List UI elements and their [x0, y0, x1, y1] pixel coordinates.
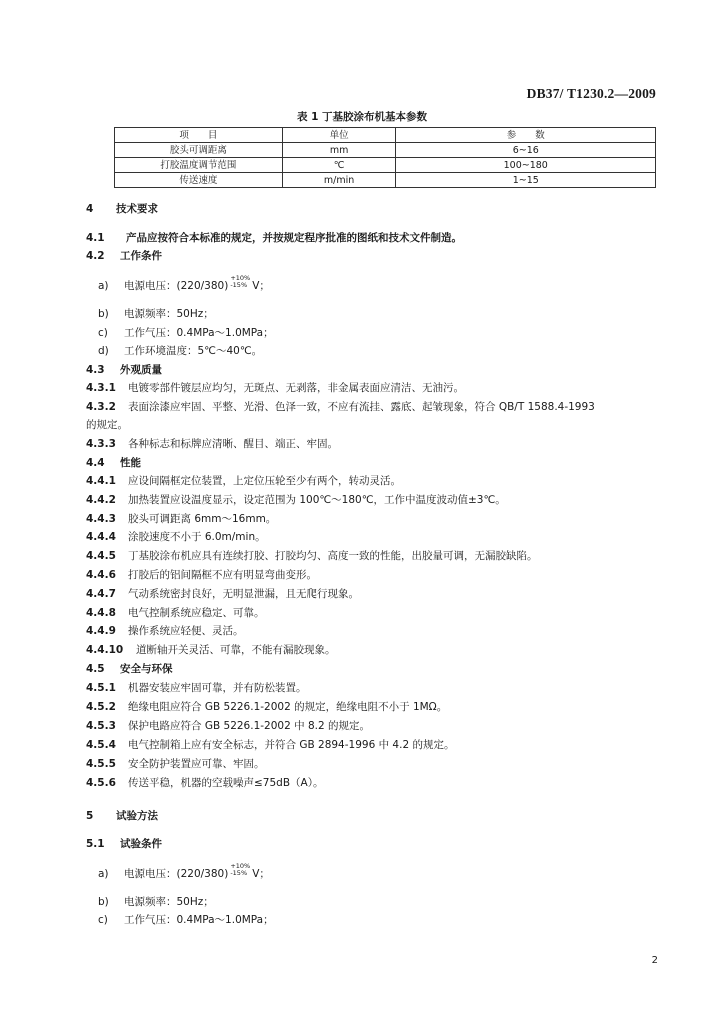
table-cell: ℃ [282, 158, 396, 173]
tolerance: +10% -15% [230, 862, 251, 877]
subsection-heading: 4.4 性能 [86, 457, 141, 469]
clause: 4.3.2 表面涂漆应牢固、平整、光滑、色泽一致，不应有流挂、露底、起皱现象，符合 QB/T 1588.4-1993 [86, 401, 595, 413]
list-item: a) 电源电压：(220/380) +10% -15% V； [98, 274, 270, 292]
page-number: 2 [651, 955, 658, 966]
clause: 4.4.2 加热装置应设温度显示，设定范围为 100℃～180℃，工作中温度波动值±3℃。 [86, 494, 506, 506]
clause-continuation: 的规定。 [86, 419, 128, 431]
parameter-table [114, 127, 656, 188]
table-cell: 传送速度 [115, 173, 283, 188]
clause: 4.5.2 绝缘电阻应符合 GB 5226.1-2002 的规定，绝缘电阻不小于 1MΩ。 [86, 701, 448, 713]
clause: 4.5.6 传送平稳，机器的空载噪声≤75dB（A）。 [86, 777, 324, 789]
clause: 4.5.1 机器安装应牢固可靠，并有防松装置。 [86, 682, 307, 694]
clause: 4.4.6 打胶后的铝间隔框不应有明显弯曲变形。 [86, 569, 317, 581]
column-header: 项 目 [115, 128, 283, 143]
list-item: c) 工作气压：0.4MPa～1.0MPa； [98, 914, 274, 926]
column-header: 参 数 [396, 128, 656, 143]
clause: 4.3.1 电镀零部件镀层应均匀，无斑点、无剥落，非金属表面应清洁、无油污。 [86, 382, 464, 394]
clause: 4.4.5 丁基胶涂布机应具有连续打胶、打胶均匀、高度一致的性能，出胶量可调，无漏胶缺陷。 [86, 550, 538, 562]
section-heading: 5 试验方法 [86, 810, 158, 822]
list-item: a) 电源电压：(220/380) +10% -15% V； [98, 862, 270, 880]
clause: 4.4.1 应设间隔框定位装置，上定位压轮至少有两个，转动灵活。 [86, 475, 401, 487]
subsection-heading: 4.2 工作条件 [86, 250, 162, 262]
list-item: d) 工作环境温度：5℃～40℃。 [98, 345, 263, 357]
subsection-heading: 4.3 外观质量 [86, 364, 162, 376]
table-row [115, 173, 656, 188]
column-header: 单位 [282, 128, 396, 143]
clause: 4.5.4 电气控制箱上应有安全标志，并符合 GB 2894-1996 中 4.2 的规定。 [86, 739, 455, 751]
table-cell: mm [282, 143, 396, 158]
section-heading: 4 技术要求 [86, 203, 158, 215]
clause: 4.4.3 胶头可调距离 6mm～16mm。 [86, 513, 277, 525]
table-cell: 打胶温度调节范围 [115, 158, 283, 173]
clause: 4.4.10 道断轴开关灵活、可靠，不能有漏胶现象。 [86, 644, 336, 656]
clause: 4.4.8 电气控制系统应稳定、可靠。 [86, 607, 265, 619]
tolerance: +10% -15% [230, 274, 251, 289]
table-row [115, 158, 656, 173]
clause: 4.5.3 保护电路应符合 GB 5226.1-2002 中 8.2 的规定。 [86, 720, 370, 732]
list-item: b) 电源频率：50Hz； [98, 896, 214, 908]
clause: 4.1 产品应按符合本标准的规定，并按规定程序批准的图纸和技术文件制造。 [86, 232, 462, 244]
subsection-heading: 4.5 安全与环保 [86, 663, 173, 675]
list-item: b) 电源频率：50Hz； [98, 308, 214, 320]
table-cell: 胶头可调距离 [115, 143, 283, 158]
table-row [115, 143, 656, 158]
clause: 4.5.5 安全防护装置应可靠、牢固。 [86, 758, 265, 770]
table-cell: m/min [282, 173, 396, 188]
list-item: c) 工作气压：0.4MPa～1.0MPa； [98, 327, 274, 339]
table-title: 表 1 丁基胶涂布机基本参数 [296, 111, 428, 123]
table-cell: 100~180 [396, 158, 656, 173]
subsection-heading: 5.1 试验条件 [86, 838, 162, 850]
table-cell: 1~15 [396, 173, 656, 188]
clause: 4.4.7 气动系统密封良好，无明显泄漏，且无爬行现象。 [86, 588, 359, 600]
clause: 4.4.4 涂胶速度不小于 6.0m/min。 [86, 531, 266, 543]
clause: 4.4.9 操作系统应轻便、灵活。 [86, 625, 244, 637]
table-cell: 6~16 [396, 143, 656, 158]
clause: 4.3.3 各种标志和标牌应清晰、醒目、端正、牢固。 [86, 438, 338, 450]
table-header-row [115, 128, 656, 143]
standard-code: DB37/ T1230.2—2009 [526, 86, 656, 101]
